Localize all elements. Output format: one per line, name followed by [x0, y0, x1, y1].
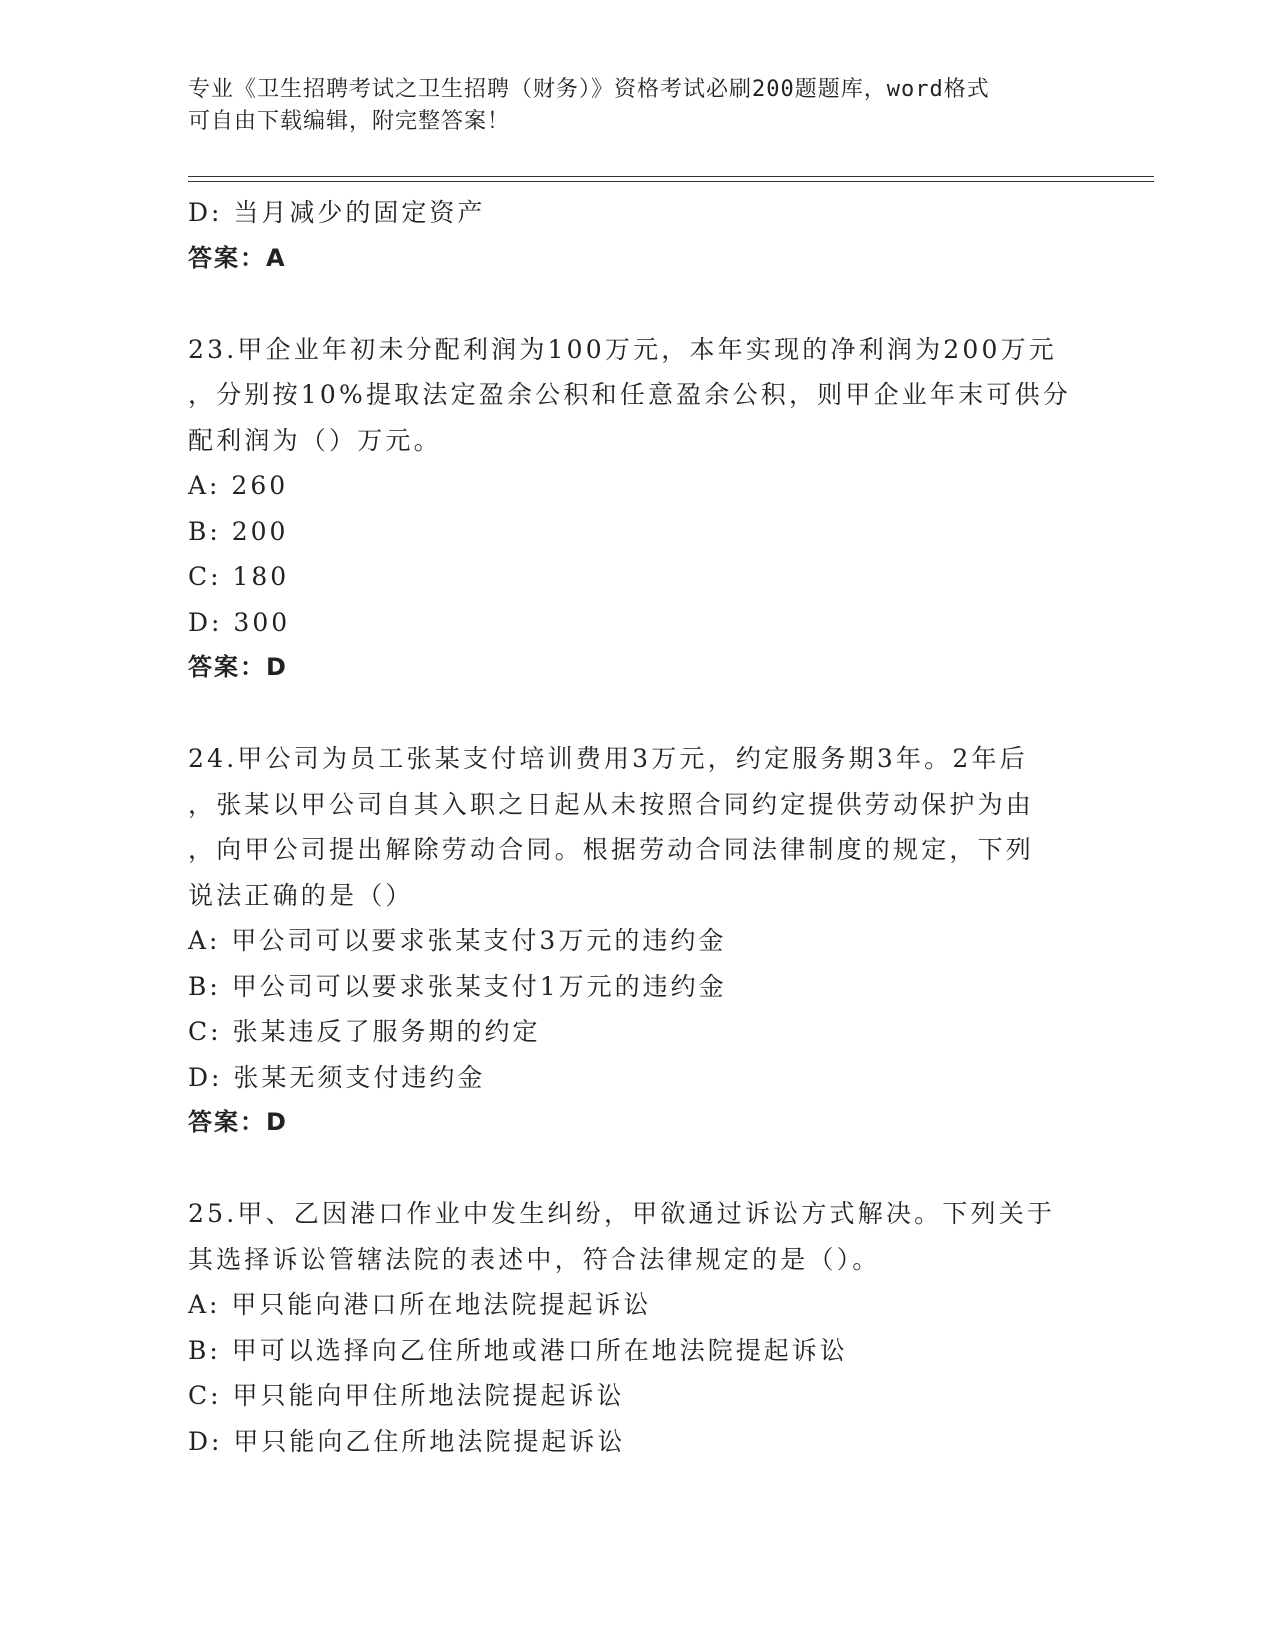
option-b: B: 甲可以选择向乙住所地或港口所在地法院提起诉讼 [188, 1335, 848, 1365]
option-c: C: 甲只能向甲住所地法院提起诉讼 [188, 1381, 625, 1410]
answer-line: 答案：D [188, 653, 288, 681]
document-header [188, 74, 1078, 138]
spacer [188, 281, 1088, 327]
question-text-line: 23.甲企业年初未分配利润为100万元，本年实现的净利润为200万元 [188, 334, 1057, 364]
option-b: B: 甲公司可以要求张某支付1万元的违约金 [188, 971, 727, 1001]
option-a: A: 甲只能向港口所在地法院提起诉讼 [188, 1290, 652, 1319]
option-a: A: 260 [188, 471, 289, 500]
question-text-line: 说法正确的是（） [188, 880, 414, 910]
option-a: A: 甲公司可以要求张某支付3万元的违约金 [188, 926, 727, 955]
answer-line: 答案：D [188, 1108, 288, 1136]
question-text-line: ，张某以甲公司自其入职之日起从未按照合同约定提供劳动保护为由 [188, 789, 1035, 819]
option-d: D: 300 [188, 607, 291, 637]
spacer [188, 691, 1088, 737]
question-text-line: 24.甲公司为员工张某支付培训费用3万元，约定服务期3年。2年后 [188, 744, 1028, 773]
option-d: D: 当月减少的固定资产 [188, 198, 486, 227]
option-d: D: 张某无须支付违约金 [188, 1062, 486, 1092]
question-text-line: 配利润为（）万元。 [188, 425, 442, 455]
question-text-line: ，向甲公司提出解除劳动合同。根据劳动合同法律制度的规定，下列 [188, 835, 1035, 864]
header-line-1: 专业《卫生招聘考试之卫生招聘（财务）》资格考试必刷200题题库，word格式 [188, 77, 990, 102]
spacer [188, 1146, 1088, 1192]
option-d: D: 甲只能向乙住所地法院提起诉讼 [188, 1426, 626, 1456]
option-b: B: 200 [188, 516, 289, 546]
question-text-line: 25.甲、乙因港口作业中发生纠纷，甲欲通过诉讼方式解决。下列关于 [188, 1199, 1056, 1228]
question-25 [188, 1191, 1088, 1464]
document-body [188, 190, 1088, 1464]
question-24 [188, 736, 1088, 1146]
question-text-line: 其选择诉讼管辖法院的表述中，符合法律规定的是（）。 [188, 1244, 881, 1274]
option-c: C: 张某违反了服务期的约定 [188, 1017, 541, 1046]
answer-line: 答案：A [188, 243, 287, 272]
option-c: C: 180 [188, 562, 290, 591]
question-text-line: ，分别按10%提取法定盈余公积和任意盈余公积，则甲企业年末可供分 [188, 380, 1071, 409]
header-divider-thick [188, 181, 1154, 182]
header-line-2: 可自由下载编辑，附完整答案！ [188, 109, 511, 134]
question-23 [188, 327, 1088, 691]
header-divider-thin [188, 176, 1154, 177]
